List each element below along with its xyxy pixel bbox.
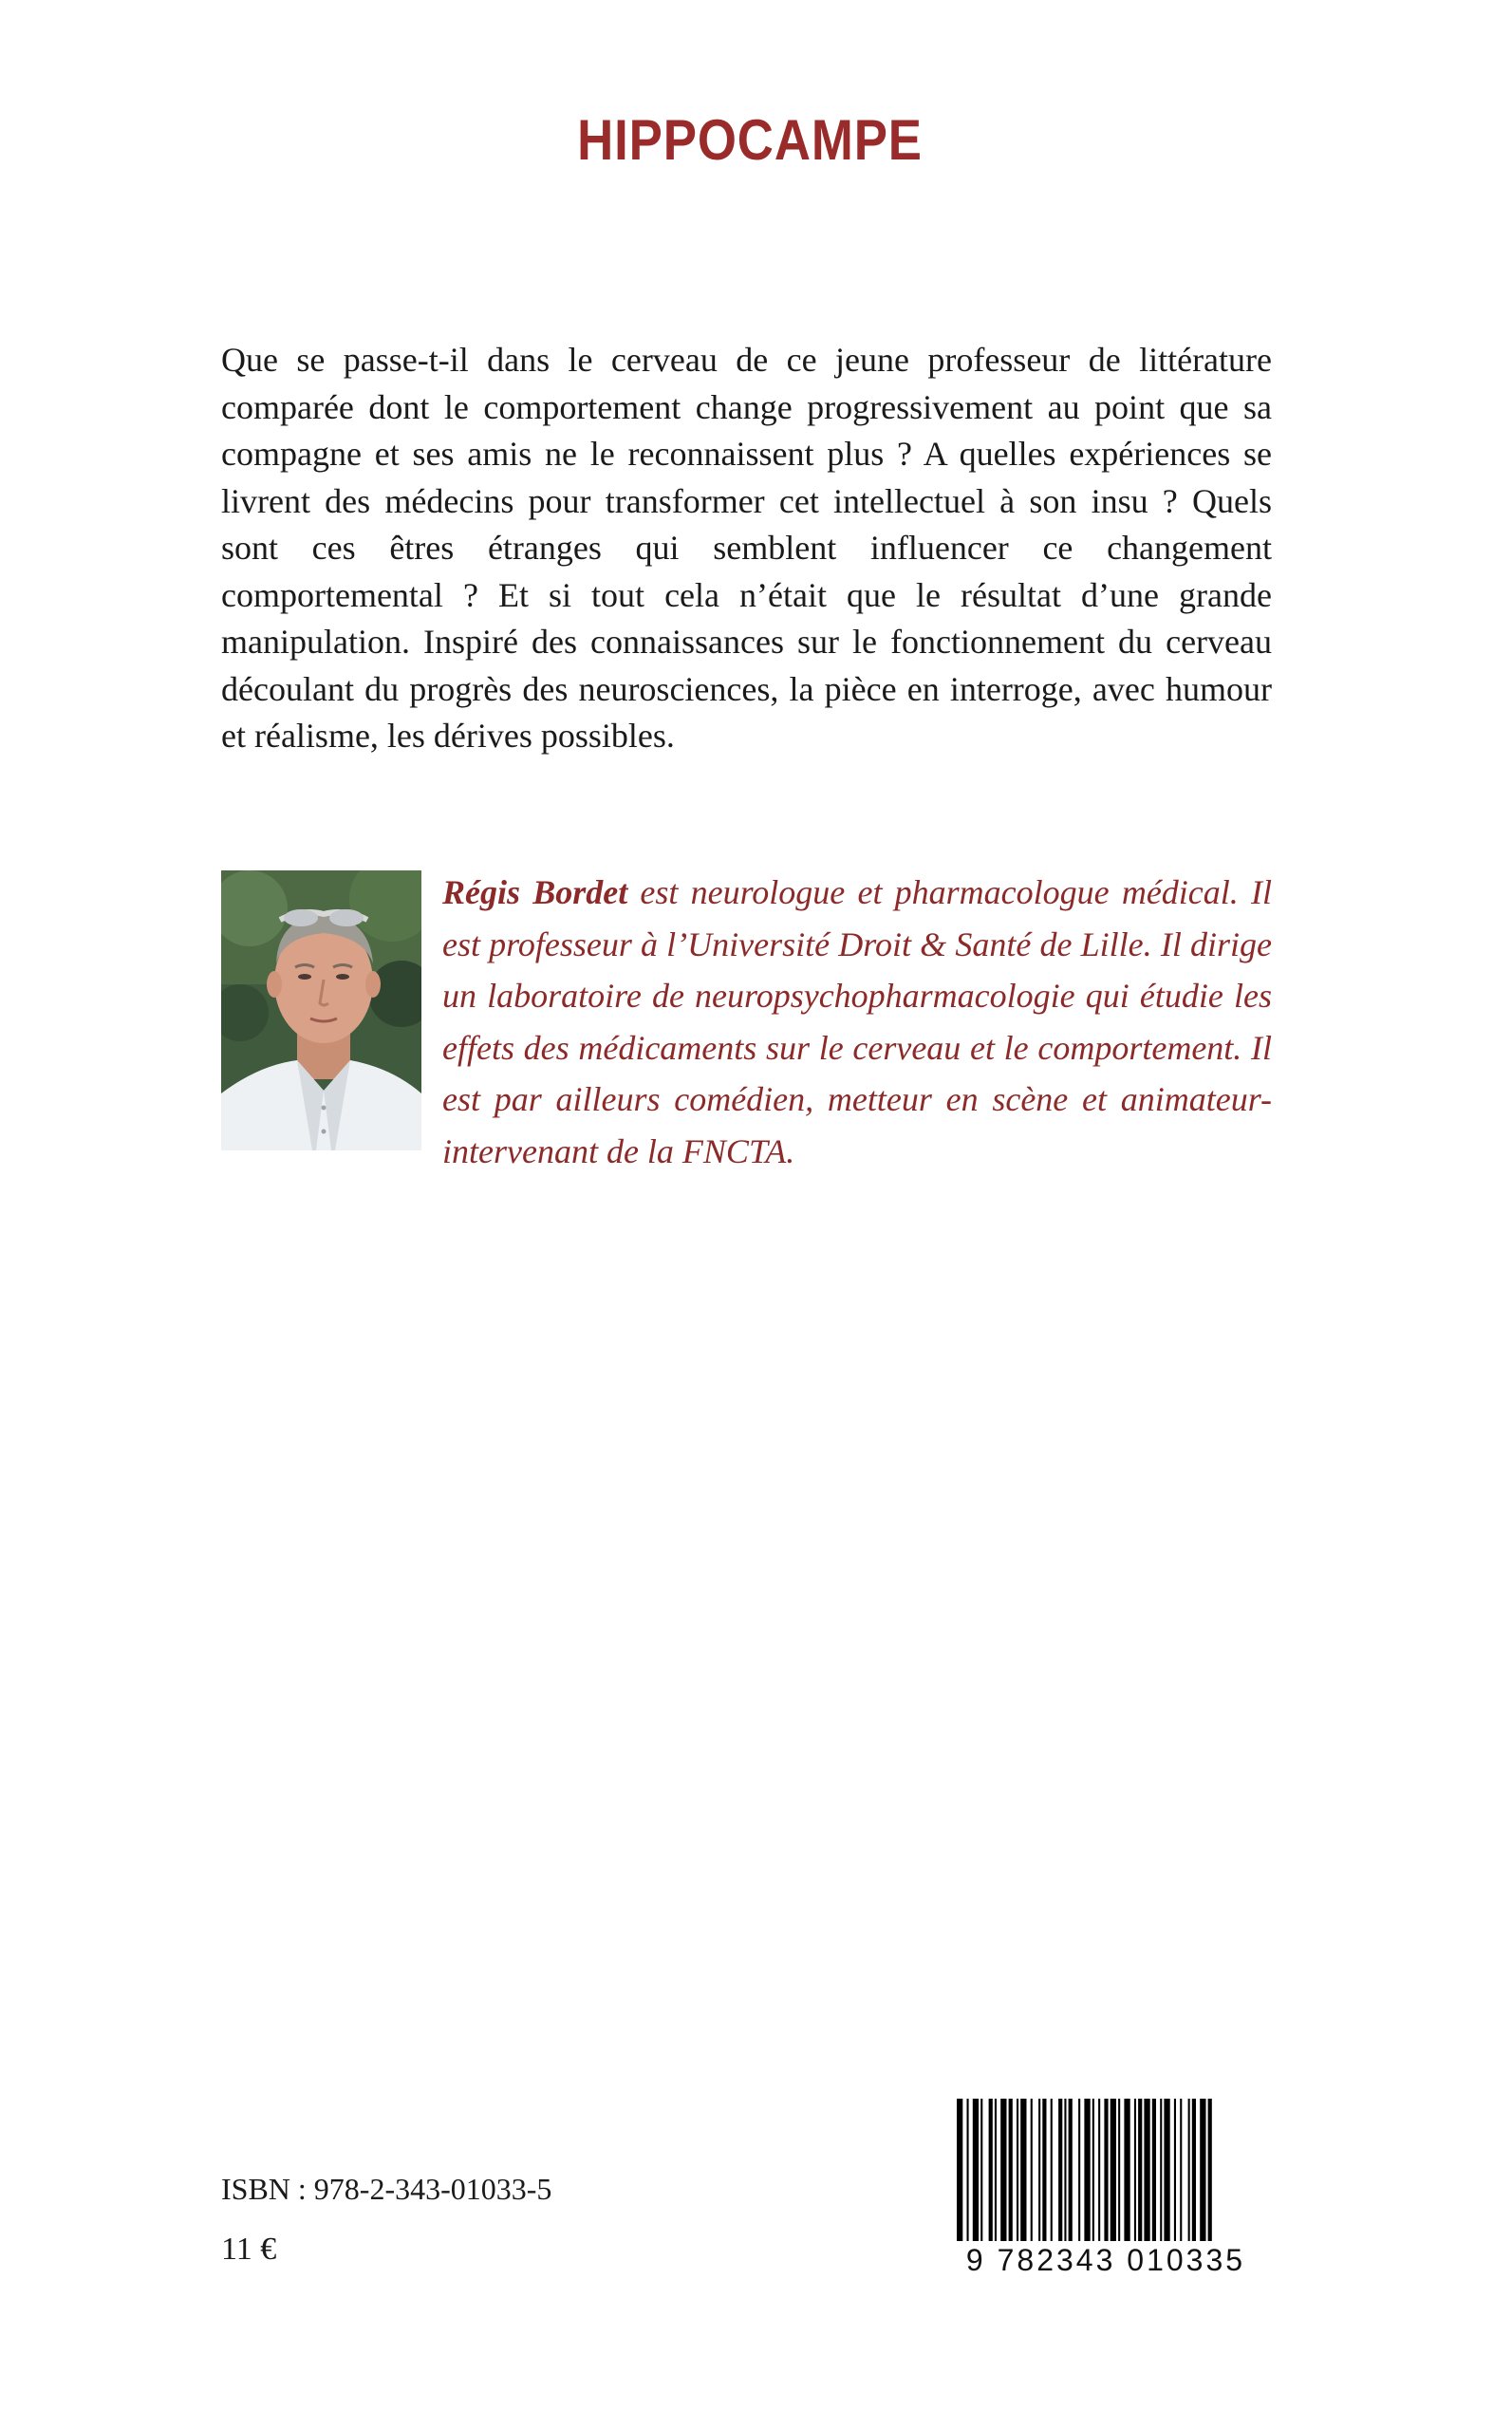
author-name: Régis Bordet (442, 873, 628, 911)
barcode-digits: 9 782343 010335 (949, 2241, 1262, 2279)
book-blurb: Que se passe-t-il dans le cerveau de ce jeune professeur de littérature comparée dont le comportement change progressivement au point que sa compagne et ses amis ne le reconnaissent plus ? A quelles expériences se livrent des médecins pour transformer cet intellectuel à son insu ? Quels sont ces êtres étranges qui semblent influencer ce changement comportemental ? Et si tout cela n’était que le résultat d’une grande manipulation. Inspiré des connaissances sur le fonctionnement du cerveau découlant du progrès des neurosciences, la pièce en interroge, avec humour et réalisme, les dérives possibles. (221, 341, 1272, 755)
isbn-label: ISBN : 978-2-343-01033-5 (221, 2172, 552, 2206)
book-title: HIPPOCAMPE (577, 108, 923, 172)
photo-spacer (221, 867, 442, 1156)
author-bio (221, 867, 1272, 1177)
author-bio-text: est neurologue et pharmacologue médical. Il est professeur à l’Université Droit & Santé de Lille. Il dirige un laboratoire de neuropsychopharmacologie qui étudie les effets des médicaments sur le cerveau et le comportement. Il est par ailleurs comédien, metteur en scène et animateur-intervenant de la FNCTA. (442, 873, 1272, 1170)
price-label: 11 € (221, 2232, 277, 2267)
